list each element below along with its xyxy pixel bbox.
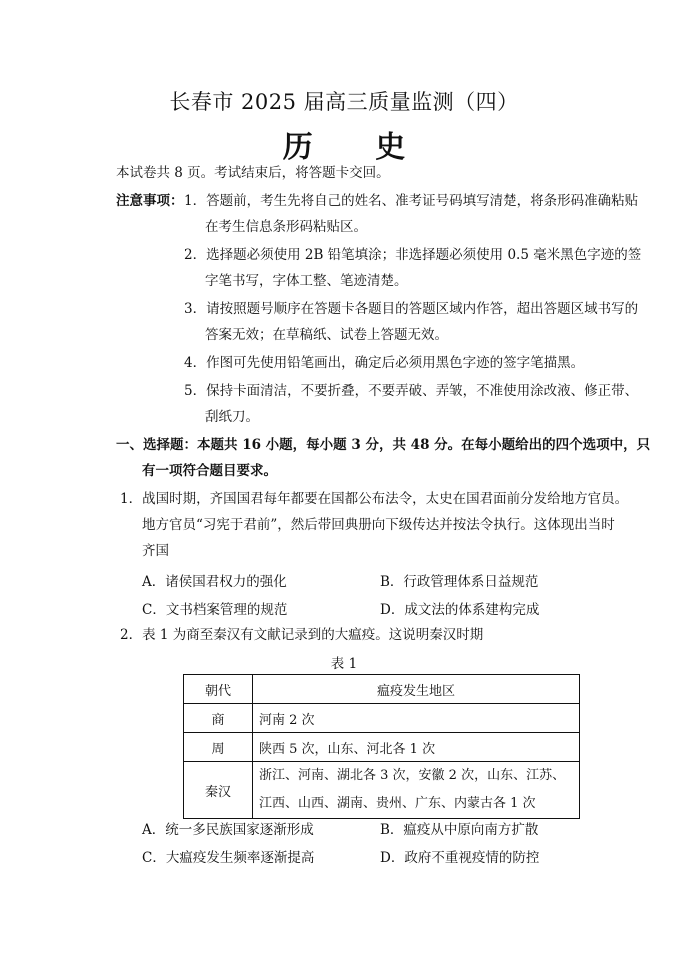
note-1-line-2: 在考生信息条形码粘贴区。 bbox=[205, 219, 367, 235]
epidemic-table bbox=[183, 674, 580, 819]
question-1-line-2: 地方官员“习宪于君前”，然后带回典册向下级传达并按法令执行。这体现出当时 bbox=[142, 517, 615, 533]
note-5-line-2: 刮纸刀。 bbox=[205, 409, 259, 425]
subject-title: 历 史 bbox=[282, 130, 432, 165]
table-cell-region: 河南 2 次 bbox=[253, 704, 580, 733]
question-2-option-d[interactable]: D．政府不重视疫情的防控 bbox=[380, 850, 540, 866]
question-1-line-3: 齐国 bbox=[142, 543, 169, 559]
notes-label: 注意事项： bbox=[116, 193, 184, 209]
table-cell-region: 陕西 5 次，山东、河北各 1 次 bbox=[253, 733, 580, 762]
table-cell-region bbox=[253, 762, 580, 819]
question-2-option-b[interactable]: B．瘟疫从中原向南方扩散 bbox=[380, 822, 539, 838]
table-cell-region-line-1: 浙江、河南、湖北各 3 次，安徽 2 次，山东、江苏、 bbox=[259, 768, 566, 783]
question-1-option-a[interactable]: A．诸侯国君权力的强化 bbox=[142, 574, 287, 590]
exam-title: 长春市 2025 届高三质量监测（四） bbox=[169, 90, 519, 114]
table-cell-region-line-2: 江西、山西、湖南、贵州、广东、内蒙古各 1 次 bbox=[259, 796, 536, 811]
table-header-region: 瘟疫发生地区 bbox=[253, 675, 580, 704]
question-2-option-a[interactable]: A．统一多民族国家逐渐形成 bbox=[142, 822, 314, 838]
table-header-row bbox=[184, 675, 580, 704]
table-row bbox=[184, 733, 580, 762]
table-cell-dynasty: 周 bbox=[184, 733, 253, 762]
intro-text: 本试卷共 8 页。考试结束后，将答题卡交回。 bbox=[116, 165, 390, 181]
note-5-line-1: 5．保持卡面清洁，不要折叠，不要弄破、弄皱，不准使用涂改液、修正带、 bbox=[184, 383, 639, 399]
question-1-option-d[interactable]: D．成文法的体系建构完成 bbox=[380, 602, 540, 618]
note-2-line-1: 2．选择题必须使用 2B 铅笔填涂；非选择题必须使用 0.5 毫米黑色字迹的签 bbox=[184, 247, 642, 263]
table-row bbox=[184, 762, 580, 819]
section-heading-cont: 有一项符合题目要求。 bbox=[142, 463, 277, 479]
question-2-stem: 2．表 1 为商至秦汉有文献记录到的大瘟疫。这说明秦汉时期 bbox=[120, 627, 484, 643]
table-row bbox=[184, 704, 580, 733]
table-caption: 表 1 bbox=[330, 656, 358, 672]
question-1-line-1: 1．战国时期，齐国国君每年都要在国都公布法令，太史在国君面前分发给地方官员。 bbox=[120, 491, 629, 507]
note-4-line-1: 4．作图可先使用铅笔画出，确定后必须用黑色字迹的签字笔描黑。 bbox=[184, 355, 585, 371]
note-1-line-1: 1．答题前，考生先将自己的姓名、准考证号码填写清楚，将条形码准确粘贴 bbox=[184, 193, 639, 209]
note-3-line-1: 3．请按照题号顺序在答题卡各题目的答题区域内作答，超出答题区域书写的 bbox=[184, 301, 639, 317]
table-cell-dynasty: 秦汉 bbox=[184, 762, 253, 819]
section-heading: 一、选择题：本题共 16 小题，每小题 3 分，共 48 分。在每小题给出的四个选项中，只 bbox=[116, 437, 651, 453]
question-2-option-c[interactable]: C．大瘟疫发生频率逐渐提高 bbox=[142, 850, 315, 866]
question-1-option-c[interactable]: C．文书档案管理的规范 bbox=[142, 602, 288, 618]
table-cell-dynasty: 商 bbox=[184, 704, 253, 733]
table-header-dynasty: 朝代 bbox=[184, 675, 253, 704]
note-2-line-2: 字笔书写，字体工整、笔迹清楚。 bbox=[205, 273, 408, 289]
question-1-option-b[interactable]: B．行政管理体系日益规范 bbox=[380, 574, 539, 590]
note-3-line-2: 答案无效；在草稿纸、试卷上答题无效。 bbox=[205, 327, 448, 343]
